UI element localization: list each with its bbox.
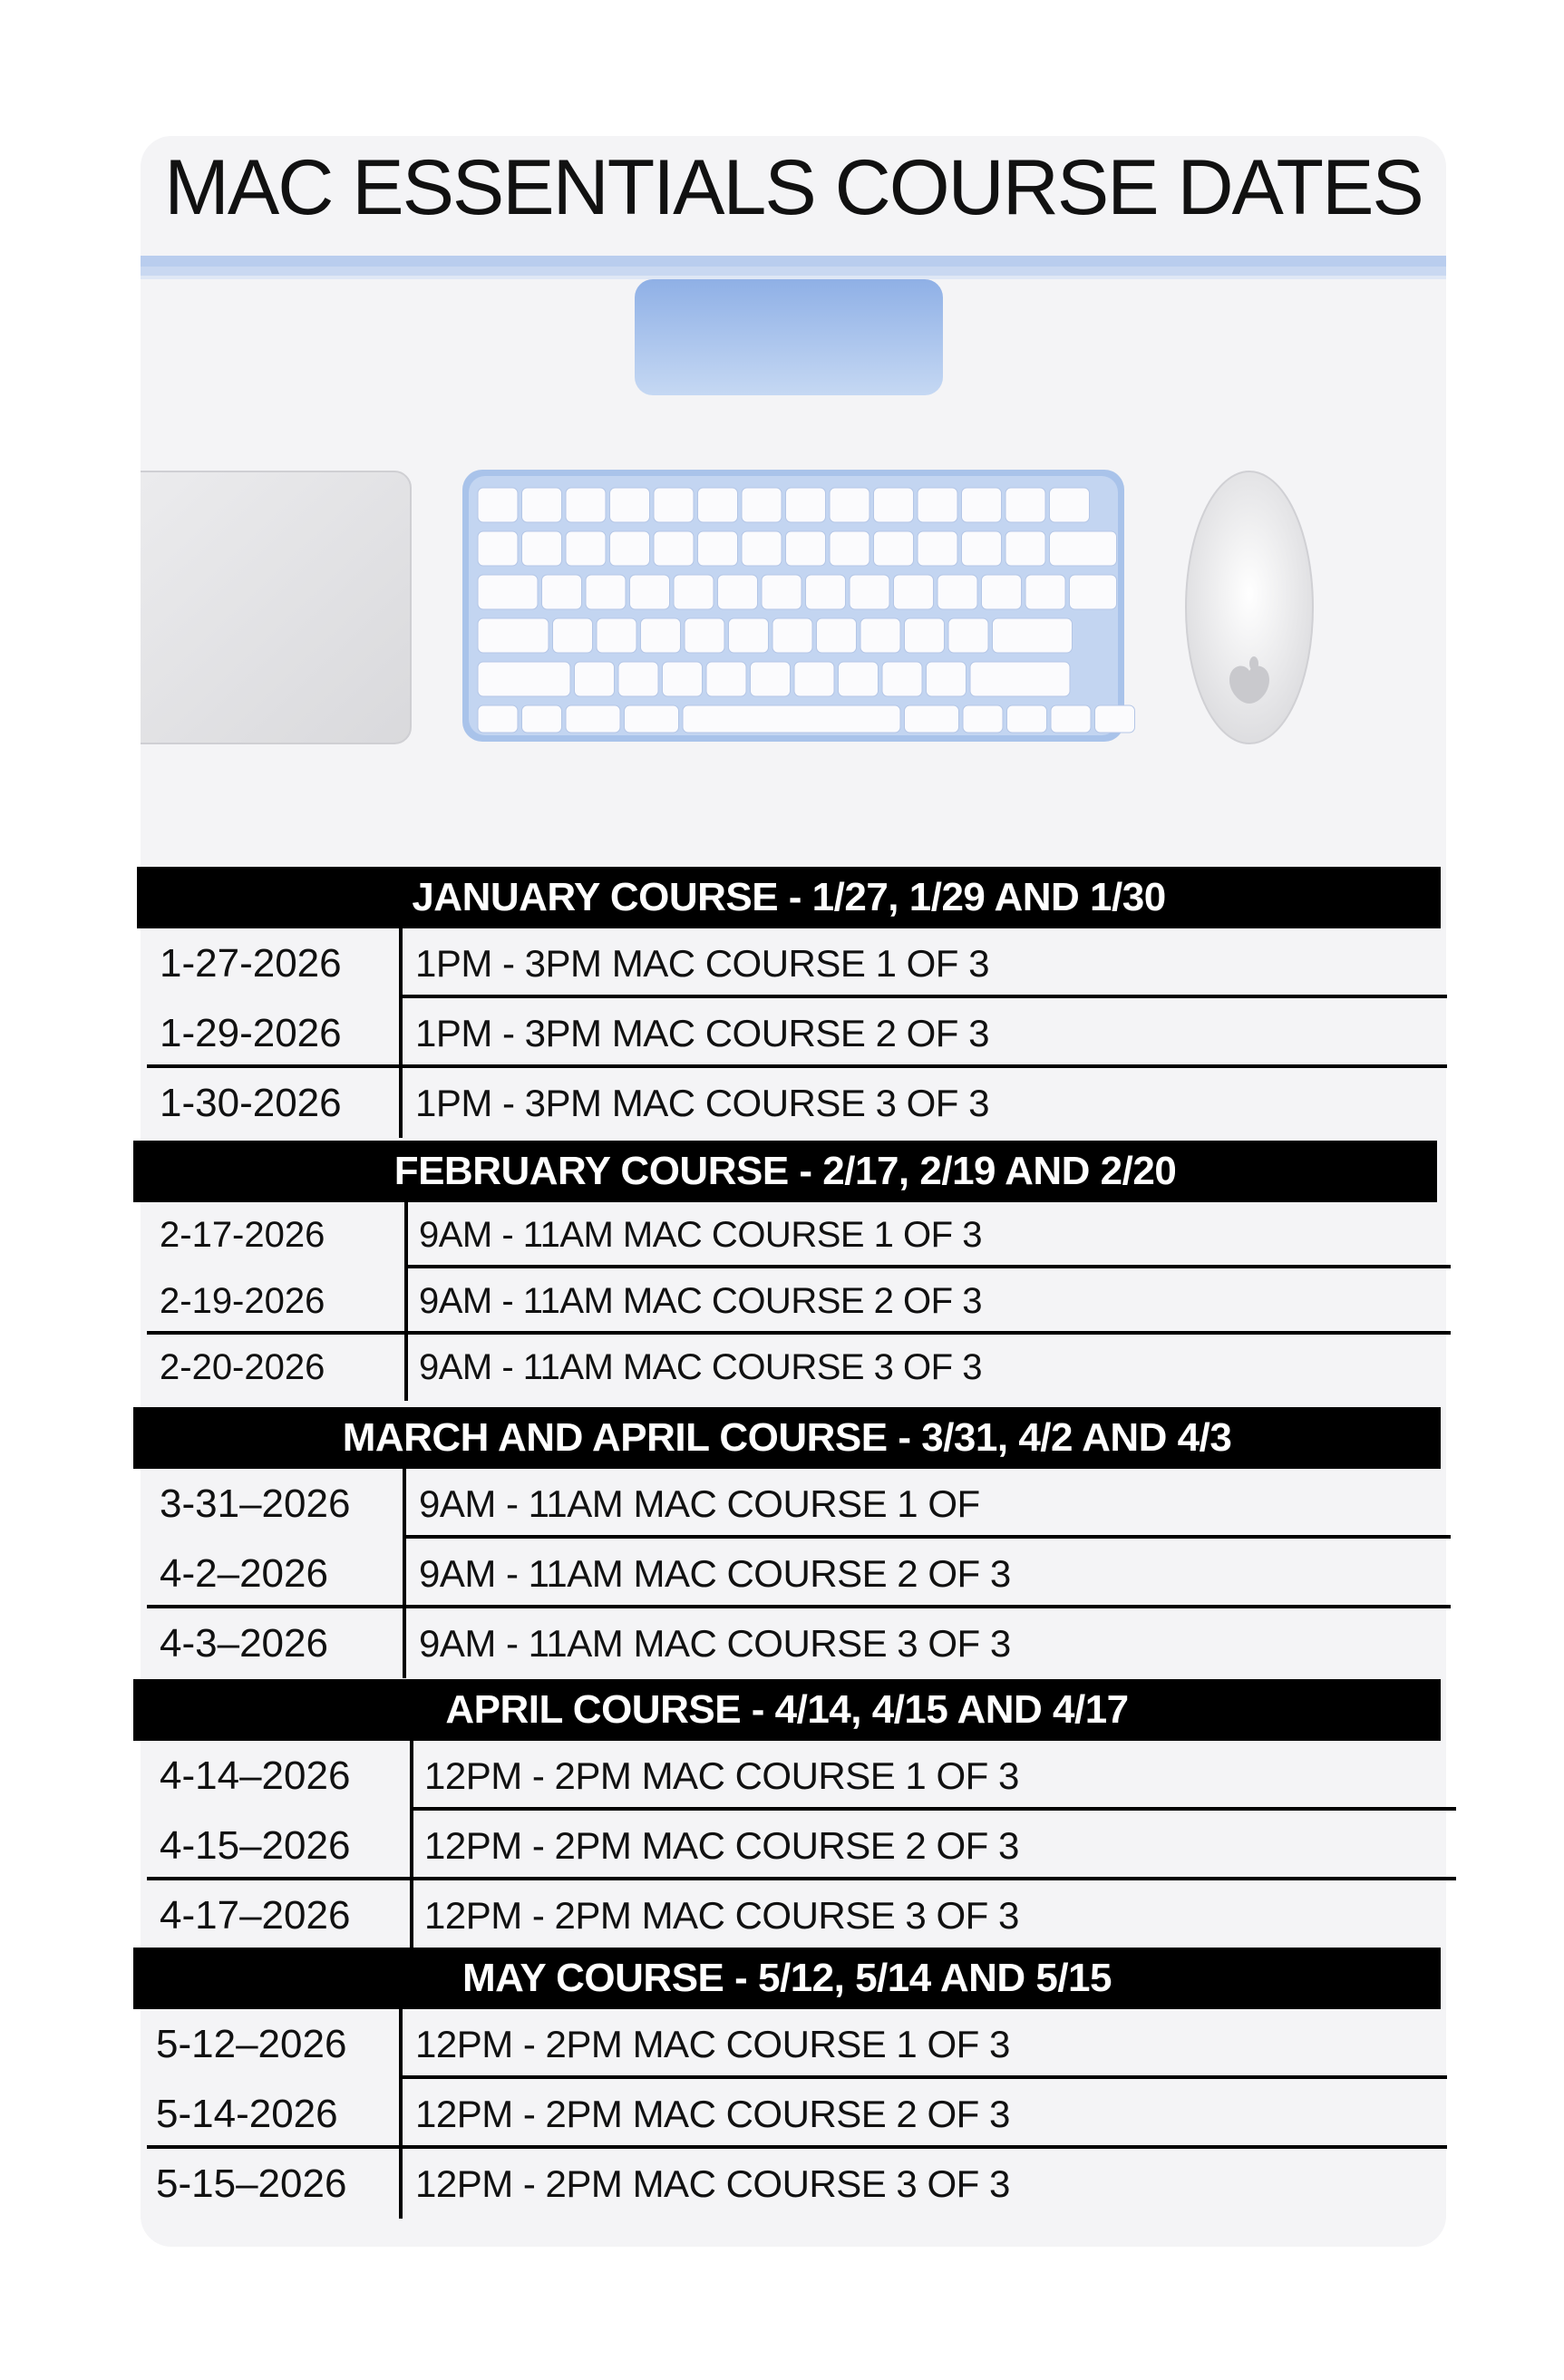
row-description: 12PM - 2PM MAC COURSE 1 OF 3: [424, 1753, 1019, 1797]
row-description: 9AM - 11AM MAC COURSE 2 OF 3: [419, 1551, 1011, 1595]
table-row: [0, 1741, 1564, 1811]
table-row: [0, 1469, 1564, 1539]
row-date: 4-3–2026: [160, 1620, 328, 1666]
keyboard-icon: [462, 470, 1135, 742]
imac-stand-icon: [141, 256, 1446, 395]
row-date: 4-14–2026: [160, 1753, 351, 1798]
table-row: [0, 1539, 1564, 1608]
row-date: 4-15–2026: [160, 1822, 351, 1868]
row-date: 5-14-2026: [156, 2091, 338, 2136]
table-row: [0, 2149, 1564, 2219]
row-description: 12PM - 2PM MAC COURSE 3 OF 3: [424, 1893, 1019, 1937]
section-header: APRIL COURSE - 4/14, 4/15 AND 4/17: [133, 1679, 1441, 1741]
table-row: [0, 1268, 1564, 1335]
table-row: [0, 2079, 1564, 2149]
hero-image: [141, 245, 1446, 879]
row-description: 12PM - 2PM MAC COURSE 2 OF 3: [424, 1823, 1019, 1867]
column-divider: [403, 1608, 406, 1678]
table-row: [0, 1068, 1564, 1138]
column-divider: [404, 1335, 408, 1401]
section-header: FEBRUARY COURSE - 2/17, 2/19 AND 2/20: [133, 1141, 1437, 1202]
mouse-icon: [1186, 471, 1313, 743]
row-description: 12PM - 2PM MAC COURSE 3 OF 3: [415, 2161, 1010, 2205]
table-row: [0, 928, 1564, 998]
table-row: [0, 1335, 1564, 1401]
row-date: 1-30-2026: [160, 1080, 342, 1125]
column-divider: [399, 2079, 403, 2149]
column-divider: [399, 1068, 403, 1138]
column-divider: [410, 1880, 413, 1950]
row-date: 2-20-2026: [160, 1347, 325, 1387]
row-date: 2-17-2026: [160, 1215, 325, 1255]
row-date: 5-15–2026: [156, 2161, 347, 2206]
section-header: JANUARY COURSE - 1/27, 1/29 AND 1/30: [137, 867, 1441, 928]
table-row: [0, 2009, 1564, 2079]
row-description: 12PM - 2PM MAC COURSE 1 OF 3: [415, 2022, 1010, 2065]
row-description: 9AM - 11AM MAC COURSE 1 OF 3: [419, 1215, 982, 1255]
column-divider: [404, 1202, 408, 1268]
row-date: 4-17–2026: [160, 1892, 351, 1938]
table-row: [0, 1202, 1564, 1268]
table-row: [0, 1608, 1564, 1678]
column-divider: [410, 1741, 413, 1811]
trackpad-icon: [141, 471, 411, 743]
row-description: 9AM - 11AM MAC COURSE 2 OF 3: [419, 1281, 982, 1321]
desk-setup-illustration: [141, 245, 1446, 879]
column-divider: [399, 928, 403, 998]
row-description: 9AM - 11AM MAC COURSE 3 OF 3: [419, 1347, 982, 1387]
row-description: 9AM - 11AM MAC COURSE 3 OF 3: [419, 1621, 1011, 1665]
column-divider: [399, 2149, 403, 2219]
column-divider: [399, 998, 403, 1068]
row-date: 3-31–2026: [160, 1481, 351, 1526]
table-row: [0, 1811, 1564, 1880]
row-description: 1PM - 3PM MAC COURSE 2 OF 3: [415, 1011, 989, 1054]
row-description: 1PM - 3PM MAC COURSE 3 OF 3: [415, 1081, 989, 1124]
column-divider: [403, 1469, 406, 1539]
section-header: MARCH AND APRIL COURSE - 3/31, 4/2 AND 4/3: [133, 1407, 1441, 1469]
column-divider: [403, 1539, 406, 1608]
row-description: 12PM - 2PM MAC COURSE 2 OF 3: [415, 2092, 1010, 2135]
section-header: MAY COURSE - 5/12, 5/14 AND 5/15: [133, 1948, 1441, 2009]
row-date: 1-29-2026: [160, 1010, 342, 1055]
row-description: 1PM - 3PM MAC COURSE 1 OF 3: [415, 941, 989, 985]
page-title: MAC ESSENTIALS COURSE DATES: [164, 144, 1423, 231]
table-row: [0, 1880, 1564, 1950]
row-date: 4-2–2026: [160, 1550, 328, 1596]
row-date: 5-12–2026: [156, 2021, 347, 2066]
column-divider: [399, 2009, 403, 2079]
table-row: [0, 998, 1564, 1068]
row-date: 2-19-2026: [160, 1281, 325, 1321]
column-divider: [404, 1268, 408, 1335]
row-description: 9AM - 11AM MAC COURSE 1 OF: [419, 1481, 980, 1525]
row-date: 1-27-2026: [160, 940, 342, 986]
column-divider: [410, 1811, 413, 1880]
